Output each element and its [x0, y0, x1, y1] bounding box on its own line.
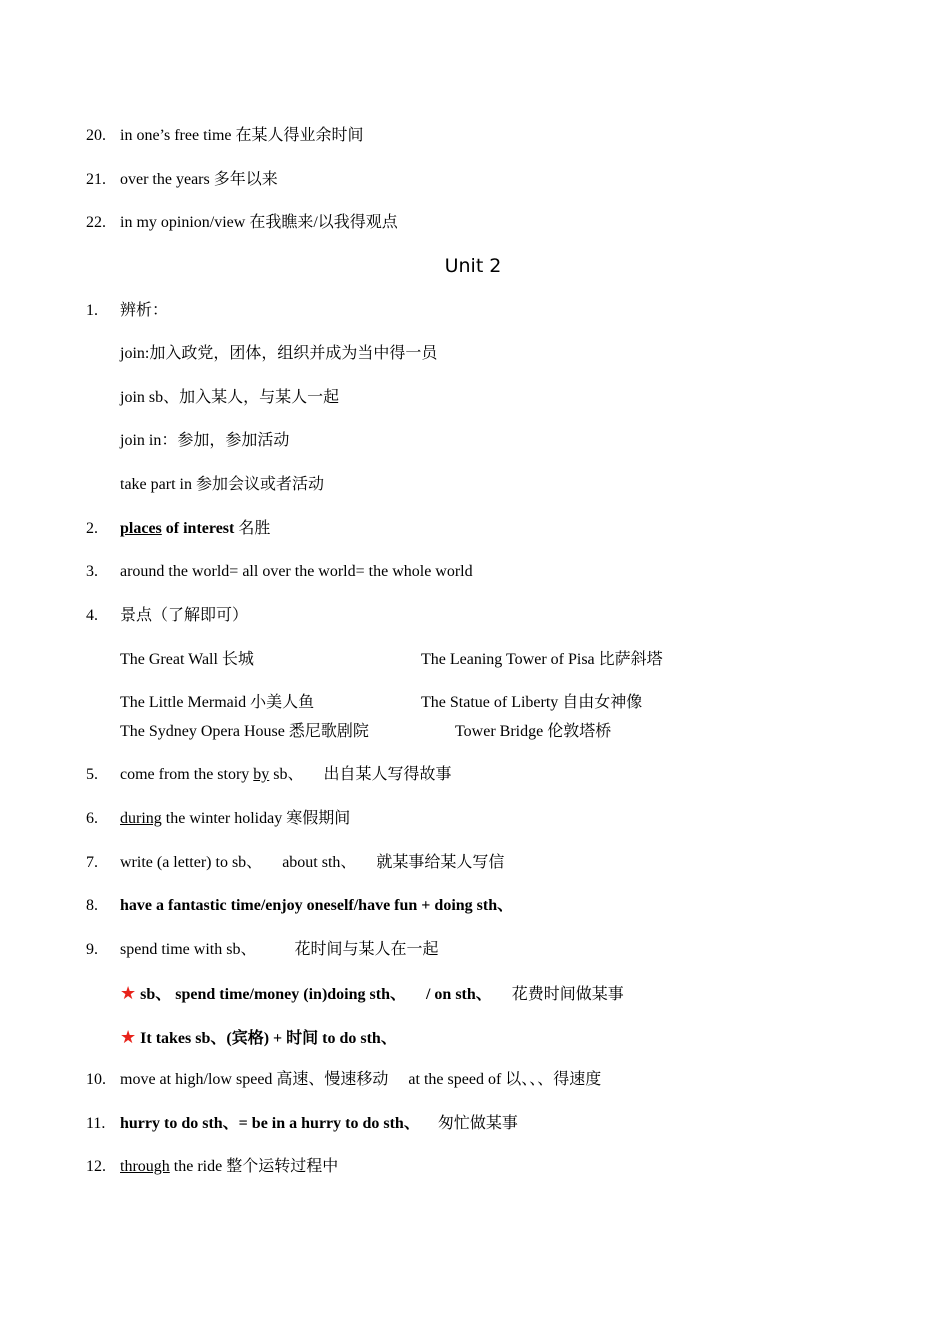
- item-text: sb、: [269, 766, 304, 783]
- sub-item: join sb、加入某人，与某人一起: [120, 389, 340, 406]
- item-number: 12.: [86, 1158, 106, 1175]
- list-item: [86, 809, 350, 829]
- item-text: about sth、: [282, 854, 357, 871]
- item-text: come from the story: [120, 766, 254, 783]
- item-text: spend time with sb、: [120, 941, 257, 958]
- item-text: move at high/low speed 高速、慢速移动: [120, 1071, 389, 1088]
- chinese-meaning: 就某事给某人写信: [376, 854, 505, 871]
- item-number: 10.: [86, 1071, 106, 1088]
- list-item: [86, 562, 473, 582]
- sub-item: join:加入政党，团体，组织并成为当中得一员: [120, 345, 438, 362]
- bold-text: have a fantastic time/enjoy oneself/have fun + doing sth、: [120, 897, 514, 914]
- item-number: 4.: [86, 607, 98, 624]
- star-icon: ★: [120, 1027, 137, 1047]
- item-number: 1.: [86, 302, 98, 319]
- unit-heading: Unit 2: [444, 255, 502, 277]
- bold-text: / on sth、: [425, 986, 492, 1003]
- sight-name: Tower Bridge 伦敦塔桥: [455, 723, 612, 740]
- sight-name: The Leaning Tower of Pisa 比萨斜塔: [421, 651, 663, 668]
- list-item: [86, 301, 168, 321]
- item-text: around the world= all over the world= the whole world: [120, 563, 473, 580]
- list-item: [86, 896, 513, 916]
- item-text: over the years 多年以来: [120, 171, 278, 188]
- underlined-word: during: [120, 810, 162, 827]
- sub-item: take part in 参加会议或者活动: [120, 476, 324, 493]
- list-item: [86, 1114, 518, 1134]
- item-text: the ride 整个运转过程中: [169, 1158, 339, 1175]
- list-item: [86, 1070, 601, 1090]
- item-number: 9.: [86, 941, 98, 958]
- chinese-meaning: 匆忙做某事: [437, 1115, 518, 1132]
- item-text: at the speed of 以、、、得速度: [408, 1071, 602, 1088]
- item-text: in my opinion/view 在我瞧来/以我得观点: [120, 214, 398, 231]
- item-text: 景点（了解即可）: [120, 607, 249, 624]
- sub-item: join in：参加，参加活动: [120, 432, 290, 449]
- item-text: write (a letter) to sb、: [120, 854, 263, 871]
- bold-text: sb、 spend time/money (in)doing sth、: [136, 986, 406, 1003]
- item-number: 20.: [86, 127, 106, 144]
- sight-name: The Great Wall 长城: [120, 651, 254, 668]
- item-text: 辨析：: [120, 302, 169, 319]
- underlined-word: by: [253, 766, 270, 783]
- star-line: [120, 983, 624, 1005]
- bold-text: of interest: [161, 520, 235, 537]
- bold-text: It takes sb、(宾格) + 时间 to do sth、: [136, 1030, 397, 1047]
- list-item: [86, 765, 452, 785]
- chinese-meaning: 花时间与某人在一起: [294, 941, 439, 958]
- underlined-word: places: [120, 520, 162, 537]
- list-item: [86, 1157, 338, 1177]
- list-item: [86, 170, 278, 190]
- chinese-meaning: 花费时间做某事: [511, 986, 624, 1003]
- item-text: in one’s free time 在某人得业余时间: [120, 127, 364, 144]
- chinese-meaning: 名胜: [234, 520, 271, 537]
- list-item: [86, 519, 270, 539]
- item-number: 5.: [86, 766, 98, 783]
- list-item: [86, 213, 398, 233]
- sight-name: The Statue of Liberty 自由女神像: [421, 694, 643, 711]
- list-item: [86, 940, 438, 960]
- chinese-meaning: 出自某人写得故事: [323, 766, 452, 783]
- item-number: 21.: [86, 171, 106, 188]
- item-number: 22.: [86, 214, 106, 231]
- item-number: 2.: [86, 520, 98, 537]
- list-item: [86, 606, 248, 626]
- sight-name: The Sydney Opera House 悉尼歌剧院: [120, 723, 369, 740]
- list-item: [86, 853, 504, 873]
- star-line: [120, 1027, 397, 1049]
- item-number: 3.: [86, 563, 98, 580]
- bold-text: hurry to do sth、= be in a hurry to do sth、: [120, 1115, 420, 1132]
- list-item: [86, 126, 364, 146]
- item-number: 7.: [86, 854, 98, 871]
- underlined-word: through: [120, 1158, 170, 1175]
- item-number: 6.: [86, 810, 98, 827]
- item-number: 11.: [86, 1115, 106, 1132]
- item-number: 8.: [86, 897, 98, 914]
- sight-name: The Little Mermaid 小美人鱼: [120, 694, 315, 711]
- star-icon: ★: [120, 983, 137, 1003]
- item-text: the winter holiday 寒假期间: [161, 810, 351, 827]
